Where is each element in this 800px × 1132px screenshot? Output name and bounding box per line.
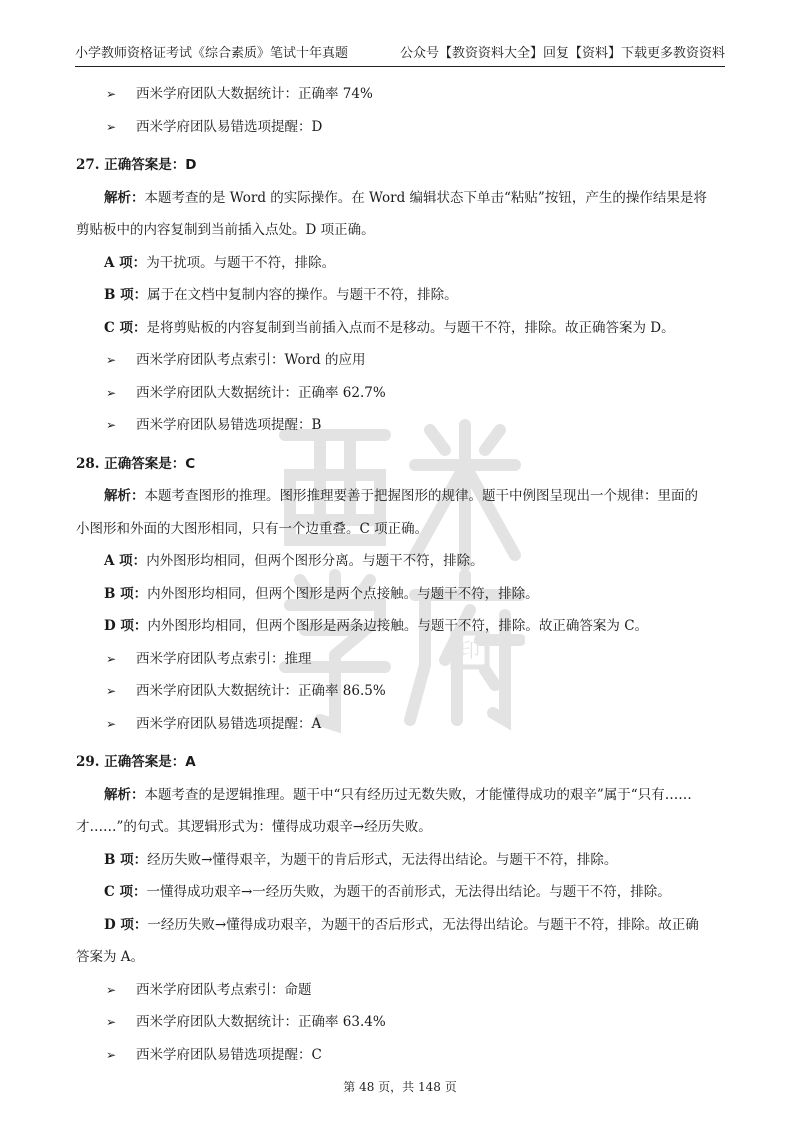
bullet-item: ➢ 西米学府团队易错选项提醒：D (104, 111, 725, 144)
bullet-item: ➢ 西米学府团队考点索引：命题 (104, 974, 725, 1007)
q28-analysis-cont: 小图形和外面的大图形相同，只有一个边重叠。C 项正确。 (76, 520, 429, 537)
bullet-arrow-icon: ➢ (106, 716, 117, 731)
question-27-heading: 27. 正确答案是：D (76, 157, 197, 173)
q27-option-a: A 项：为干扰项。与题干不符，排除。 (104, 254, 336, 271)
q28-option-d: D 项：内外图形均相同，但两个图形是两条边接触。与题干不符，排除。故正确答案为 C。 (104, 618, 649, 634)
bullet-item: ➢ 西米学府团队大数据统计：正确率 74% (104, 78, 725, 111)
bullet-item: ➢ 西米学府团队考点索引：推理 (104, 643, 725, 676)
page-header (75, 44, 725, 67)
q29-option-d-cont: 答案为 A。 (76, 949, 145, 965)
question-29-heading: 29. 正确答案是：A (76, 754, 196, 770)
q28-option-a: A 项：内外图形均相同，但两个图形分离。与题干不符，排除。 (104, 553, 484, 569)
q27-analysis: 解析：本题考查的是 Word 的实际操作。在 Word 编辑状态下单击“粘贴”按钮，产生的操作结果是将 (104, 189, 707, 206)
answer-content (76, 78, 725, 1071)
page-number: 第 48 页，共 148 页 (343, 1080, 457, 1094)
bullet-arrow-icon: ➢ (106, 684, 117, 698)
bullet-arrow-icon: ➢ (106, 119, 117, 134)
bullet-arrow-icon: ➢ (106, 385, 117, 400)
q28-option-b: B 项：内外图形均相同，但两个图形是两个点接触。与题干不符，排除。 (104, 585, 539, 602)
bullet-item: ➢ 西米学府团队大数据统计：正确率 86.5% (104, 675, 725, 708)
bullet-arrow-icon: ➢ (106, 1015, 117, 1029)
q29-analysis-cont: 才……”的句式。其逻辑形式为：懂得成功艰辛→经历失败。 (76, 819, 432, 835)
bullet-item: ➢ 西米学府团队大数据统计：正确率 63.4% (104, 1006, 725, 1039)
q29-option-c: C 项：一懂得成功艰辛→一经历失败，为题干的否前形式，无法得出结论。与题干不符，排除。 (104, 884, 671, 900)
q27-analysis-cont: 剪贴板中的内容复制到当前插入点处。D 项正确。 (76, 222, 375, 238)
bullet-item: ➢ 西米学府团队易错选项提醒：C (104, 1039, 725, 1072)
bullet-arrow-icon: ➢ (106, 1047, 117, 1062)
q28-analysis: 解析：本题考查图形的推理。图形推理要善于把握图形的规律。题干中例图呈现出一个规律：里面的 (104, 488, 698, 504)
bullet-item: ➢ 西米学府团队大数据统计：正确率 62.7% (104, 377, 725, 410)
bullet-arrow-icon: ➢ (106, 651, 117, 666)
q29-option-b: B 项：经历失败→懂得艰辛，为题干的肯后形式，无法得出结论。与题干不符，排除。 (104, 851, 618, 868)
header-right-promo: 公众号【教资资料大全】回复【资料】下载更多教资资料 (399, 46, 725, 61)
question-28-heading: 28. 正确答案是：C (76, 455, 196, 472)
bullet-item: ➢ 西米学府团队考点索引：Word 的应用 (104, 344, 725, 377)
q27-option-c: C 项：是将剪贴板的内容复制到当前插入点而不是移动。与题干不符，排除。故正确答案为 D。 (104, 319, 675, 336)
bullet-arrow-icon: ➢ (106, 87, 117, 101)
header-left-title: 小学教师资格证考试《综合素质》笔试十年真题 (75, 46, 349, 61)
watermark-seal-text: 印 (460, 638, 480, 662)
q29-analysis: 解析：本题考查的是逻辑推理。题干中“只有经历过无数失败，才能懂得成功的艰辛”属于“只有…… (104, 786, 692, 803)
bullet-arrow-icon: ➢ (106, 353, 117, 367)
bullet-item: ➢ 西米学府团队易错选项提醒：B (104, 409, 725, 442)
bullet-arrow-icon: ➢ (106, 982, 117, 997)
q27-option-b: B 项：属于在文档中复制内容的操作。与题干不符，排除。 (104, 287, 458, 303)
bullet-arrow-icon: ➢ (106, 418, 117, 432)
bullet-item: ➢ 西米学府团队易错选项提醒：A (104, 708, 725, 741)
q29-option-d: D 项：一经历失败→懂得成功艰辛，为题干的否后形式，无法得出结论。与题干不符，排除。故正确 (104, 916, 699, 933)
